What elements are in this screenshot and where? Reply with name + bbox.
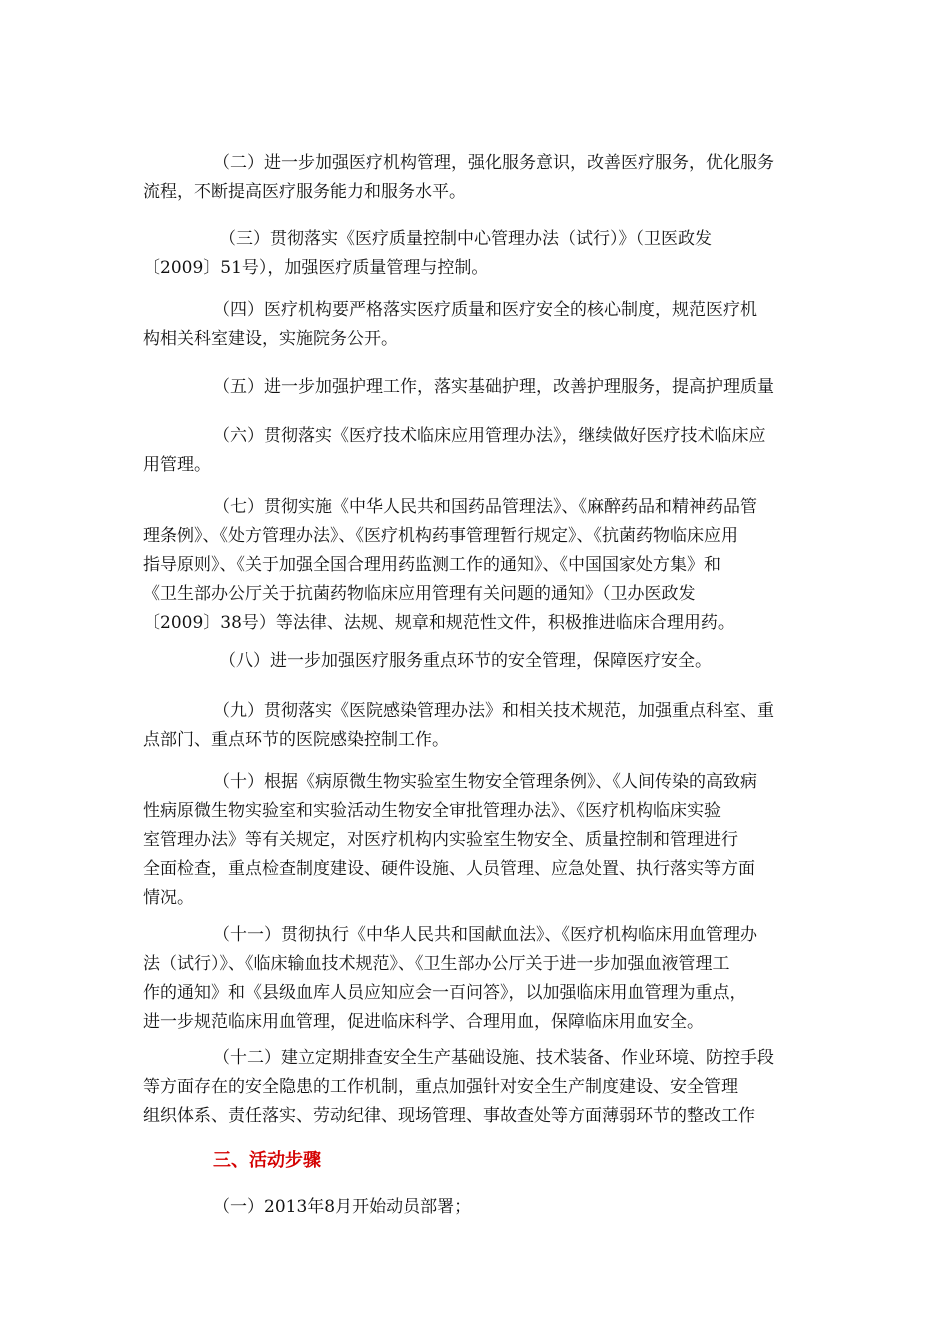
paragraph-line: 等方面存在的安全隐患的工作机制，重点加强针对安全生产制度建设、安全管理: [143, 1077, 738, 1097]
paragraph-5: [143, 373, 811, 402]
paragraph-line: （四）医疗机构要严格落实医疗质量和医疗安全的核心制度，规范医疗机: [213, 300, 757, 320]
step-1: [143, 1193, 811, 1222]
paragraph-line: 作的通知》和《县级血库人员应知应会一百问答》，以加强临床用血管理为重点，: [143, 983, 747, 1003]
paragraph-line: 流程，不断提高医疗服务能力和服务水平。: [143, 182, 466, 202]
paragraph-line: （九）贯彻落实《医院感染管理办法》和相关技术规范，加强重点科室、重: [213, 701, 774, 721]
paragraph-line: （七）贯彻实施《中华人民共和国药品管理法》、《麻醉药品和精神药品管: [213, 497, 757, 517]
paragraph-12: [143, 1044, 811, 1131]
paragraph-9: [143, 697, 811, 755]
paragraph-line: 性病原微生物实验室和实验活动生物安全审批管理办法》、《医疗机构临床实验: [143, 801, 721, 821]
paragraph-10: [143, 768, 811, 913]
paragraph-line: （三）贯彻落实《医疗质量控制中心管理办法（试行）》（卫医政发: [219, 229, 712, 249]
paragraph-line: 用管理。: [143, 455, 211, 475]
paragraph-line: （十一）贯彻执行《中华人民共和国献血法》、《医疗机构临床用血管理办: [213, 925, 757, 945]
paragraph-line: 情况。: [143, 888, 194, 908]
paragraph-line: （二）进一步加强医疗机构管理，强化服务意识，改善医疗服务，优化服务: [213, 153, 774, 173]
paragraph-line: 全面检查，重点检查制度建设、硬件设施、人员管理、应急处置、执行落实等方面: [143, 859, 755, 879]
paragraph-11: [143, 921, 811, 1037]
paragraph-6: [143, 422, 811, 480]
paragraph-line: 组织体系、责任落实、劳动纪律、现场管理、事故查处等方面薄弱环节的整改工作: [143, 1106, 755, 1126]
paragraph-line: 点部门、重点环节的医院感染控制工作。: [143, 730, 449, 750]
paragraph-line: （六）贯彻落实《医疗技术临床应用管理办法》，继续做好医疗技术临床应: [213, 426, 766, 446]
paragraph-line: 法（试行）》、《临床输血技术规范》、《卫生部办公厅关于进一步加强血液管理工: [143, 954, 730, 974]
paragraph-line: 《卫生部办公厅关于抗菌药物临床应用管理有关问题的通知》（卫办医政发: [143, 584, 696, 604]
paragraph-line: 〔2009〕38号）等法律、法规、规章和规范性文件，积极推进临床合理用药。: [143, 613, 735, 633]
paragraph-line: 〔2009〕51号），加强医疗质量管理与控制。: [143, 258, 489, 278]
paragraph-2: [143, 149, 811, 207]
paragraph-line: （十二）建立定期排查安全生产基础设施、技术装备、作业环境、防控手段: [213, 1048, 774, 1068]
paragraph-4: [143, 296, 811, 354]
paragraph-line: 理条例》、《处方管理办法》、《医疗机构药事管理暂行规定》、《抗菌药物临床应用: [143, 526, 738, 546]
paragraph-line: 指导原则》、《关于加强全国合理用药监测工作的通知》、《中国国家处方集》和: [143, 555, 721, 575]
paragraph-line: （八）进一步加强医疗服务重点环节的安全管理，保障医疗安全。: [219, 651, 712, 671]
paragraph-7: [143, 493, 811, 638]
paragraph-line: 构相关科室建设，实施院务公开。: [143, 329, 398, 349]
section-heading: 三、活动步骤: [213, 1150, 321, 1171]
paragraph-line: 室管理办法》等有关规定，对医疗机构内实验室生物安全、质量控制和管理进行: [143, 830, 738, 850]
paragraph-line: （五）进一步加强护理工作，落实基础护理，改善护理服务，提高护理质量: [213, 377, 774, 397]
paragraph-8: [143, 647, 811, 676]
paragraph-line: 进一步规范临床用血管理，促进临床科学、合理用血，保障临床用血安全。: [143, 1012, 704, 1032]
paragraph-line: （一）2013年8月开始动员部署；: [213, 1197, 472, 1217]
paragraph-line: （十）根据《病原微生物实验室生物安全管理条例》、《人间传染的高致病: [213, 772, 757, 792]
paragraph-3: [143, 225, 811, 283]
